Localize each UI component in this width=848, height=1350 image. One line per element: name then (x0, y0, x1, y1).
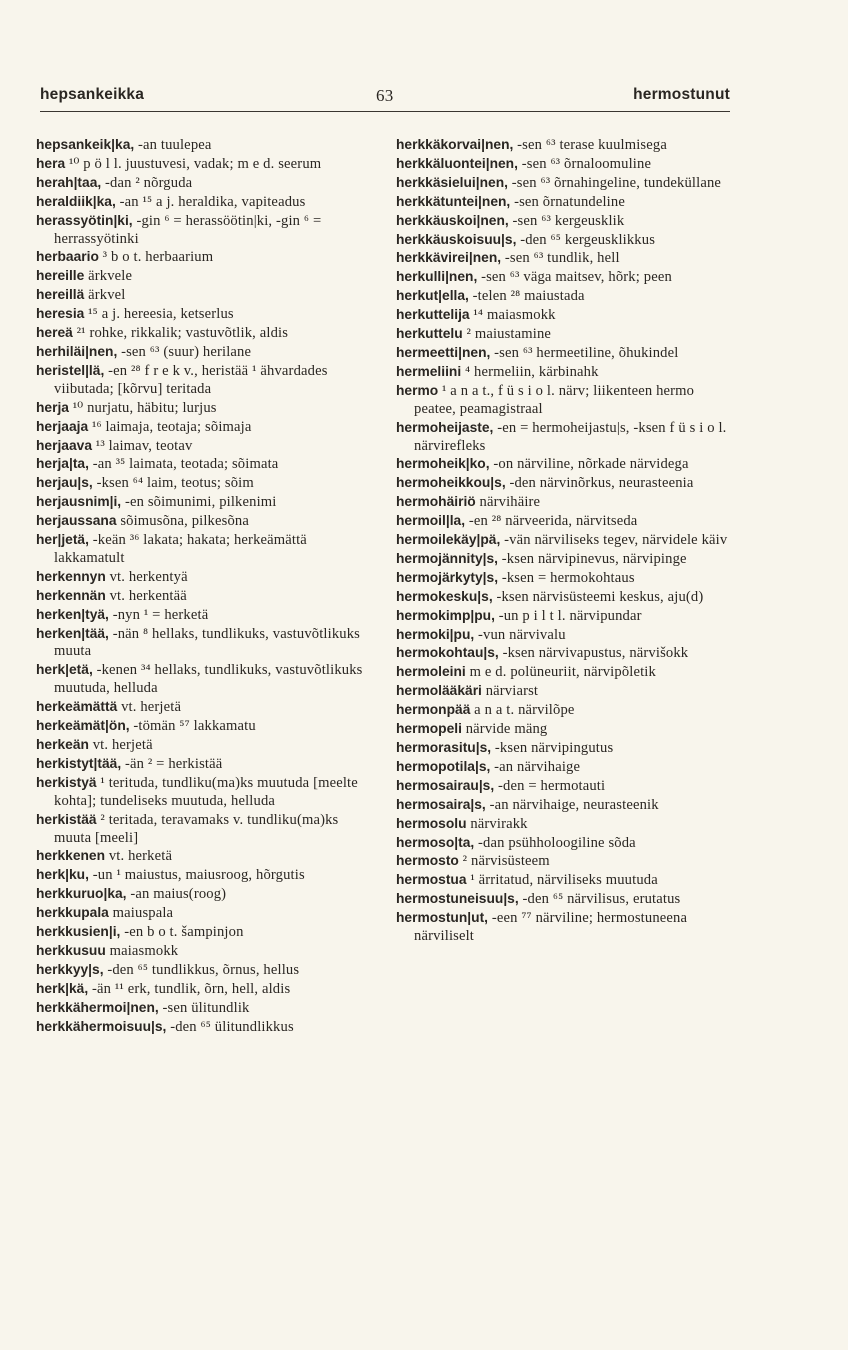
dictionary-entry (396, 455, 736, 474)
dictionary-entry (36, 961, 371, 980)
dictionary-entry (396, 174, 736, 193)
entry-definition: -en = hermoheijastu|s, -ksen f ü s i o l. närvirefleks (414, 419, 727, 454)
entry-headword: herkuttelu (396, 326, 463, 342)
dictionary-entry (36, 437, 371, 456)
entry-definition: -den ⁶⁵ närvilisus, erutatus (518, 891, 681, 908)
entry-definition: -een ⁷⁷ närviline; hermostuneena närviliselt (414, 910, 688, 945)
dictionary-entry (36, 248, 371, 267)
entry-headword: hermoleini (396, 664, 466, 680)
entry-definition: ¹⁴ maiasmokk (469, 307, 556, 324)
entry-definition: -en ²⁸ f r e k v., heristää ¹ ähvardades viibutada; [kõrvu] teritada (54, 362, 328, 397)
entry-headword: hermoil|la, (396, 513, 466, 529)
entry-definition: -kenen ³⁴ hellaks, tundlikuks, vastuvõtlikuks muutuda, helluda (54, 662, 363, 697)
entry-headword: herkut|ella, (396, 288, 469, 304)
entry-definition: -sen ⁶³ hermeetiline, õhukindel (490, 344, 679, 361)
entry-definition: -ksen = hermokohtaus (498, 569, 635, 586)
entry-headword: herkkupala (36, 905, 109, 921)
dictionary-entry (36, 885, 371, 904)
entry-headword: hereillä (36, 287, 85, 303)
entry-definition: -keän ³⁶ lakata; hakata; herkeämättä lakkamatult (54, 532, 307, 566)
entry-headword: herk|ku, (36, 867, 89, 883)
entry-definition: -dan ² nõrguda (101, 174, 193, 191)
dictionary-entry (36, 606, 371, 625)
entry-headword: hermojännity|s, (396, 550, 498, 566)
dictionary-entry (36, 587, 371, 606)
dictionary-entry (36, 942, 371, 961)
entry-definition: ¹³ laimav, teotav (92, 437, 193, 454)
entry-definition: -tömän ⁵⁷ lakkamatu (129, 718, 256, 735)
entry-definition: -ksen närvivapustus, närvišokk (498, 645, 689, 662)
entry-headword: herjaaja (36, 418, 89, 434)
entry-definition: -sen ⁶³ õrnahingeline, tundeküllane (508, 174, 722, 191)
dictionary-entry (36, 324, 371, 343)
entry-headword: hermonpää (396, 702, 471, 718)
dictionary-entry (36, 923, 371, 942)
entry-headword: hermoheijaste, (396, 419, 494, 435)
dictionary-entry (36, 625, 371, 662)
dictionary-entry (396, 363, 736, 382)
entry-headword: heristel|lä, (36, 362, 105, 378)
dictionary-entry (396, 569, 736, 588)
entry-definition: -ksen närvipingutus (491, 740, 614, 756)
entry-headword: hermosairau|s, (396, 777, 495, 793)
entry-definition: närviarst (481, 683, 539, 700)
dictionary-entry (36, 343, 371, 362)
entry-definition: -sen ⁶³ õrnaloomuline (517, 155, 652, 172)
entry-headword: herkkäluontei|nen, (396, 155, 518, 171)
entry-definition: -sen ülitundlik (158, 999, 250, 1016)
entry-headword: herkkähermoi|nen, (36, 999, 159, 1015)
entry-headword: hermopeli (396, 721, 462, 737)
entry-headword: herkkusuu (36, 942, 106, 958)
dictionary-entry (36, 455, 371, 474)
dictionary-entry (396, 682, 736, 701)
right-column (396, 136, 736, 946)
dictionary-entry (36, 999, 371, 1018)
dictionary-entry (396, 419, 736, 456)
entry-headword: herjau|s, (36, 475, 93, 491)
dictionary-entry (396, 344, 736, 363)
dictionary-entry (396, 871, 736, 890)
entry-headword: hera (36, 155, 66, 171)
header-rule (40, 111, 730, 112)
entry-definition: ² maiustamine (462, 326, 552, 343)
entry-headword: herkkusien|i, (36, 924, 121, 940)
entry-definition: -an närvihaige, neurasteenik (485, 796, 659, 813)
dictionary-entry (36, 212, 371, 249)
dictionary-entry (36, 193, 371, 212)
dictionary-entry (396, 626, 736, 645)
entry-definition: -un p i l t l. närvipundar (494, 607, 642, 624)
dictionary-entry (396, 909, 736, 946)
dictionary-entry (396, 834, 736, 853)
entry-definition: närvihäire (475, 494, 541, 511)
dictionary-entry (36, 698, 371, 717)
left-column (36, 136, 371, 1037)
dictionary-entry (36, 866, 371, 885)
entry-definition: ¹ terituda, tundliku(ma)ks muutuda [meelte kohta]; tundeliseks muutuda, helluda (54, 774, 358, 809)
page-header (40, 86, 730, 110)
entry-headword: herkennän (36, 587, 106, 603)
entry-definition: -en b o t. šampinjon (120, 924, 244, 941)
entry-definition: ² teritada, teravamaks v. tundliku(ma)ks muuta [meeli] (54, 811, 339, 846)
dictionary-entry (36, 493, 371, 512)
entry-definition: -än ¹¹ erk, tundlik, õrn, hell, aldis (88, 980, 291, 997)
entry-headword: hermosolu (396, 815, 467, 831)
dictionary-entry (396, 701, 736, 720)
entry-definition: a n a t. närvilõpe (470, 702, 575, 719)
entry-definition: ³ b o t. herbaarium (98, 249, 214, 266)
entry-headword: herassyötin|ki, (36, 212, 133, 228)
dictionary-entry (36, 136, 371, 155)
dictionary-entry (396, 777, 736, 796)
entry-definition: -den ⁶⁵ kergeusklikkus (516, 231, 656, 248)
dictionary-entry (396, 249, 736, 268)
dictionary-entry (36, 904, 371, 923)
entry-headword: herhiläi|nen, (36, 343, 118, 359)
entry-headword: herkeämättä (36, 699, 118, 715)
page-number: 63 (376, 86, 394, 105)
dictionary-entry (36, 568, 371, 587)
entry-headword: herkkyy|s, (36, 961, 104, 977)
entry-headword: herkulli|nen, (396, 269, 478, 285)
entry-headword: herken|tyä, (36, 606, 109, 622)
entry-definition: -sen ⁶³ tundlik, hell (501, 250, 620, 267)
entry-definition: -den ⁶⁵ ülitundlikkus (166, 1018, 294, 1035)
entry-definition: ¹ ärritatud, närviliseks muutuda (466, 872, 658, 889)
entry-headword: hermokohtau|s, (396, 645, 499, 661)
entry-headword: herja (36, 399, 69, 415)
dictionary-entry (36, 267, 371, 286)
dictionary-entry (396, 193, 736, 212)
entry-headword: heraldiik|ka, (36, 193, 116, 209)
entry-headword: hermosto (396, 853, 459, 869)
entry-definition: -sen ⁶³ terase kuulmisega (513, 137, 667, 153)
entry-headword: hermeetti|nen, (396, 344, 491, 360)
entry-definition: -on närviline, nõrkade närvidega (489, 456, 689, 473)
dictionary-entry (396, 739, 736, 758)
entry-headword: herjaussana (36, 513, 117, 529)
dictionary-entry (396, 796, 736, 815)
entry-headword: herkuttelija (396, 307, 470, 323)
dictionary-entry (396, 382, 736, 419)
entry-headword: herk|kä, (36, 980, 89, 996)
entry-definition: -sen ⁶³ väga maitsev, hõrk; peen (477, 269, 672, 286)
entry-headword: herah|taa, (36, 174, 102, 190)
dictionary-entry (396, 512, 736, 531)
dictionary-entry (396, 720, 736, 739)
dictionary-entry (36, 1018, 371, 1037)
entry-headword: hepsankeik|ka, (36, 137, 135, 152)
dictionary-entry (396, 212, 736, 231)
entry-definition: ¹ a n a t., f ü s i o l. närv; liikenteen hermo peatee, peamagistraal (414, 382, 695, 417)
entry-definition: ¹⁰ p ö l l. juustuvesi, vadak; m e d. seerum (65, 155, 322, 172)
entry-definition: sõimusõna, pilkesõna (116, 513, 249, 530)
dictionary-entry (396, 550, 736, 569)
dictionary-entry (36, 774, 371, 811)
entry-definition: -an ¹⁵ a j. heraldika, vapiteadus (115, 193, 306, 210)
running-head-left: hepsankeikka (40, 86, 145, 103)
entry-headword: herjausnim|i, (36, 494, 122, 510)
dictionary-entry (396, 287, 736, 306)
entry-definition: -den ⁶⁵ tundlikkus, õrnus, hellus (103, 961, 300, 978)
entry-definition: -an närvihaige (490, 758, 581, 775)
dictionary-entry (396, 325, 736, 344)
entry-headword: herkkäkorvai|nen, (396, 137, 514, 152)
entry-headword: herkkuruo|ka, (36, 886, 127, 902)
dictionary-entry (36, 661, 371, 698)
entry-definition: ¹⁶ laimaja, teotaja; sõimaja (88, 418, 252, 435)
entry-definition: ärkvele (84, 268, 133, 285)
entry-headword: hermosaira|s, (396, 796, 486, 812)
dictionary-entry (396, 231, 736, 250)
entry-headword: herbaario (36, 249, 99, 265)
entry-definition: -an tuulepea (134, 137, 212, 153)
entry-definition: m e d. polüneuriit, närvipõletik (465, 664, 656, 681)
entry-definition: -an maius(roog) (126, 886, 227, 903)
entry-definition: vt. herjetä (88, 737, 153, 753)
dictionary-entry (36, 512, 371, 531)
dictionary-entry (36, 286, 371, 305)
entry-headword: hermokesku|s, (396, 588, 493, 604)
dictionary-entry (36, 474, 371, 493)
entry-headword: herja|ta, (36, 456, 89, 472)
entry-headword: herkennyn (36, 568, 106, 584)
dictionary-entry (36, 362, 371, 399)
entry-definition: -sen ⁶³ kergeusklik (508, 212, 625, 229)
entry-definition: ¹⁰ nurjatu, häbitu; lurjus (68, 399, 217, 416)
dictionary-entry (36, 418, 371, 437)
entry-definition: närvirakk (466, 815, 528, 832)
entry-definition: -vun närvivalu (474, 626, 566, 643)
dictionary-entry (396, 758, 736, 777)
dictionary-entry (396, 815, 736, 834)
entry-definition: -den = hermotauti (494, 777, 606, 794)
entry-headword: hermeliini (396, 363, 462, 379)
dictionary-entry (36, 305, 371, 324)
entry-headword: herkkätuntei|nen, (396, 193, 511, 209)
entry-definition: ärkvel (84, 287, 126, 304)
dictionary-entry (396, 136, 736, 155)
dictionary-entry (396, 607, 736, 626)
entry-definition: maiasmokk (105, 942, 179, 959)
entry-definition: vt. herkentyä (105, 568, 188, 585)
entry-definition: -un ¹ maiustus, maiusroog, hõrgutis (88, 867, 305, 884)
dictionary-entry (36, 531, 371, 568)
entry-headword: hermostun|ut, (396, 910, 489, 926)
entry-definition: -ksen närvipinevus, närvipinge (498, 550, 687, 567)
dictionary-entry (36, 736, 371, 755)
dictionary-entry (396, 663, 736, 682)
entry-definition: -en sõimunimi, pilkenimi (121, 494, 277, 511)
entry-definition: -an ³⁵ laimata, teotada; sõimata (88, 456, 279, 473)
dictionary-entry (396, 852, 736, 871)
entry-headword: herkeämät|ön, (36, 718, 130, 734)
entry-definition: -telen ²⁸ maiustada (468, 288, 585, 305)
entry-headword: heresia (36, 306, 85, 322)
entry-definition: -den närvinõrkus, neurasteenia (505, 475, 694, 492)
entry-headword: hermoki|pu, (396, 626, 475, 642)
entry-headword: herjaava (36, 437, 92, 453)
entry-definition: -dan psühholoogiline sõda (474, 834, 636, 851)
dictionary-entry (36, 755, 371, 774)
entry-headword: herkistyt|tää, (36, 755, 122, 771)
entry-definition: -nän ⁸ hellaks, tundlikuks, vastuvõtlikuks muuta (54, 625, 360, 660)
entry-definition: -sen ⁶³ (suur) herilane (117, 343, 252, 360)
entry-headword: hermolääkäri (396, 683, 482, 699)
dictionary-entry (396, 268, 736, 287)
entry-definition: -än ² = herkistää (121, 755, 223, 772)
entry-definition: -nyn ¹ = herketä (108, 606, 209, 623)
entry-definition: -sen õrnatundeline (510, 193, 625, 210)
entry-definition: vt. herketä (105, 848, 173, 865)
entry-definition: ⁴ hermeliin, kärbinahk (461, 363, 599, 380)
entry-definition: -ksen närvisüsteemi keskus, aju(d) (492, 588, 704, 605)
entry-headword: herkkäsielui|nen, (396, 174, 508, 190)
entry-headword: hermohäiriö (396, 494, 476, 510)
entry-headword: hermoso|ta, (396, 834, 475, 850)
dictionary-entry (396, 474, 736, 493)
entry-headword: hermoilekäy|pä, (396, 532, 501, 548)
entry-definition: maiuspala (108, 905, 174, 922)
dictionary-entry (36, 847, 371, 866)
entry-definition: ² närvisüsteem (458, 853, 550, 870)
entry-headword: herkkähermoisuu|s, (36, 1018, 167, 1034)
entry-headword: herkistyä (36, 774, 97, 790)
dictionary-entry (36, 717, 371, 736)
entry-headword: herkistää (36, 811, 97, 827)
entry-definition: närvide mäng (461, 721, 548, 738)
entry-headword: herkkävirei|nen, (396, 250, 502, 266)
entry-definition: vt. herjetä (117, 699, 182, 716)
dictionary-entry (396, 306, 736, 325)
dictionary-entry (396, 890, 736, 909)
entry-definition: -en ²⁸ närveerida, närvitseda (465, 513, 638, 530)
entry-headword: hermoheik|ko, (396, 456, 490, 472)
entry-definition: -vän närviliseks tegev, närvidele käiv (500, 532, 728, 549)
entry-headword: hermojärkyty|s, (396, 569, 499, 585)
entry-headword: hermorasitu|s, (396, 740, 492, 755)
entry-headword: hermoheikkou|s, (396, 475, 506, 491)
dictionary-entry (396, 644, 736, 663)
entry-headword: herkkäuskoisuu|s, (396, 231, 517, 247)
entry-headword: hermo (396, 382, 439, 398)
entry-headword: herkkäuskoi|nen, (396, 212, 509, 228)
dictionary-entry (36, 399, 371, 418)
dictionary-entry (36, 980, 371, 999)
entry-headword: hermopotila|s, (396, 758, 491, 774)
entry-headword: herkeän (36, 737, 89, 752)
entry-headword: hereille (36, 268, 85, 284)
dictionary-entry (396, 155, 736, 174)
entry-headword: hermostua (396, 872, 467, 888)
dictionary-entry (36, 174, 371, 193)
entry-headword: hermostuneisuu|s, (396, 891, 519, 907)
entry-definition: vt. herkentää (105, 587, 187, 604)
dictionary-entry (396, 493, 736, 512)
entry-headword: herk|etä, (36, 662, 93, 678)
entry-headword: herken|tää, (36, 625, 109, 641)
dictionary-entry (36, 811, 371, 848)
dictionary-entry (36, 155, 371, 174)
dictionary-entry (396, 588, 736, 607)
entry-headword: hermokimp|pu, (396, 607, 495, 623)
entry-definition: ²¹ rohke, rikkalik; vastuvõtlik, aldis (72, 325, 289, 342)
entry-definition: -gin ⁶ = herassöötin|ki, -gin ⁶ = herrassyötinki (54, 212, 322, 247)
entry-headword: her|jetä, (36, 532, 89, 548)
dictionary-entry (396, 531, 736, 550)
entry-headword: herkkenen (36, 848, 106, 864)
entry-definition: -ksen ⁶⁴ laim, teotus; sõim (92, 475, 254, 492)
entry-headword: hereä (36, 325, 73, 341)
running-head-right: hermostunut (633, 86, 730, 103)
entry-definition: ¹⁵ a j. hereesia, ketserlus (84, 306, 234, 323)
